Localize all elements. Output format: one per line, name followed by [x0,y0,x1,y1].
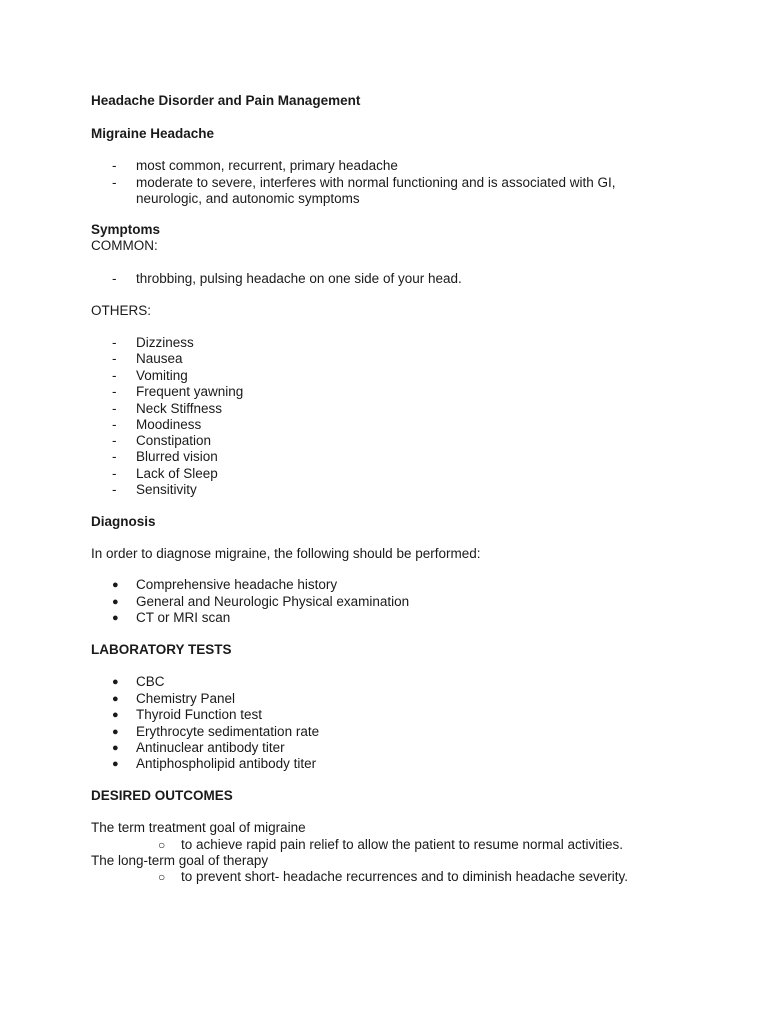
dash-marker: - [112,271,117,286]
diagnosis-heading: Diagnosis [91,514,156,529]
lab-test-item: CBC [136,674,165,689]
outcomes-heading: DESIRED OUTCOMES [91,788,233,803]
bullet-marker: ● [112,596,119,608]
outcome-line: The long-term goal of therapy [91,853,269,868]
dash-marker: - [112,175,117,190]
circle-marker: ○ [158,870,166,884]
bullet-marker: ● [112,676,119,688]
outcome-line: The term treatment goal of migraine [91,820,306,835]
outcome-sub-item: to prevent short- headache recurrences and to diminish headache severity. [181,869,629,884]
symptom-other-item: Frequent yawning [136,384,244,399]
dash-marker: - [112,158,117,173]
bullet-marker: ● [112,742,119,754]
document-title: Headache Disorder and Pain Management [91,93,361,108]
symptom-other-item: Blurred vision [136,449,218,464]
symptom-other-item: Nausea [136,351,183,366]
migraine-item: most common, recurrent, primary headache [136,158,398,173]
bullet-marker: ● [112,726,119,738]
dash-marker: - [112,482,117,497]
symptoms-others-label: OTHERS: [91,303,152,318]
symptom-other-item: Sensitivity [136,482,197,497]
migraine-item: moderate to severe, interferes with normal functioning and is associated with GI, [136,175,616,190]
dash-marker: - [112,384,117,399]
lab-test-item: Antinuclear antibody titer [136,740,285,755]
lab-test-item: Thyroid Function test [136,707,263,722]
dash-marker: - [112,335,117,350]
outcome-sub-item: to achieve rapid pain relief to allow the patient to resume normal activities. [181,837,623,852]
bullet-marker: ● [112,758,119,770]
dash-marker: - [112,351,117,366]
symptom-other-item: Constipation [136,433,212,448]
bullet-marker: ● [112,612,119,624]
lab-tests-heading: LABORATORY TESTS [91,642,232,657]
symptoms-heading: Symptoms [91,222,161,237]
dash-marker: - [112,368,117,383]
dash-marker: - [112,417,117,432]
dash-marker: - [112,433,117,448]
dash-marker: - [112,401,117,416]
diagnosis-item: Comprehensive headache history [136,577,338,592]
diagnosis-intro: In order to diagnose migraine, the following should be performed: [91,546,481,561]
symptom-other-item: Neck Stiffness [136,401,223,416]
circle-marker: ○ [158,838,166,852]
migraine-item-continuation: neurologic, and autonomic symptoms [136,191,360,206]
lab-test-item: Erythrocyte sedimentation rate [136,724,320,739]
lab-test-item: Antiphospholipid antibody titer [136,756,317,771]
symptom-other-item: Lack of Sleep [136,466,218,481]
bullet-marker: ● [112,709,119,721]
diagnosis-item: General and Neurologic Physical examination [136,594,410,609]
bullet-marker: ● [112,579,119,591]
symptom-other-item: Moodiness [136,417,202,432]
diagnosis-item: CT or MRI scan [136,610,231,625]
lab-test-item: Chemistry Panel [136,691,236,706]
symptom-other-item: Dizziness [136,335,194,350]
bullet-marker: ● [112,693,119,705]
dash-marker: - [112,466,117,481]
symptoms-common-label: COMMON: [91,238,158,253]
symptom-other-item: Vomiting [136,368,188,383]
symptom-common-item: throbbing, pulsing headache on one side of your head. [136,271,462,286]
dash-marker: - [112,449,117,464]
migraine-heading: Migraine Headache [91,126,215,141]
